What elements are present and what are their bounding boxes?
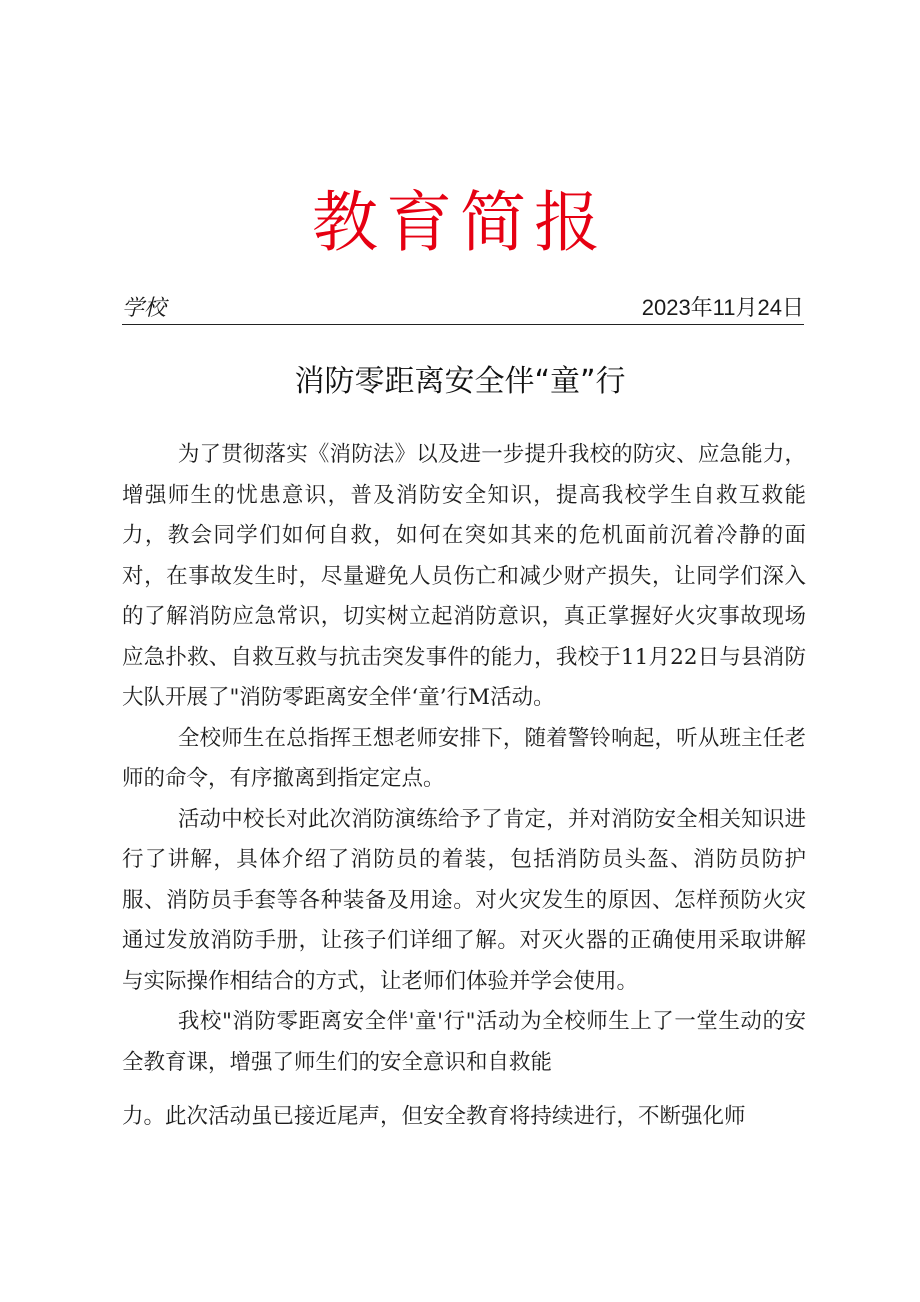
masthead-title: 教育简报 (312, 184, 608, 261)
paragraph-1: 为了贯彻落实《消防法》以及进一步提升我校的防灾、应急能力，增强师生的忧患意识，普及消防安全知识，提高我校学生自救互救能力，教会同学们如何自救，如何在突如其来的危机面前沉着冷静的面对，在事故发生时，尽量避免人员伤亡和减少财产损失，让同学们深入的了解消防应急常识，切实树立起消防意识，真正掌握好火灾事故现场应急扑救、自救互救与抗击突发事件的能力，我校于11月22日与县消防大队开展了"消防零距离安全伴‘童’行M活动。 (122, 442, 806, 710)
article-body (122, 435, 806, 1138)
paragraph-continuation: 力。此次活动虽已接近尾声，但安全教育将持续进行，不断强化师 (122, 1104, 746, 1129)
school-label: 学校 (122, 296, 167, 321)
paragraph-3: 活动中校长对此次消防演练给予了肯定，并对消防安全相关知识进行了讲解，具体介绍了消防员的着装，包括消防员头盔、消防员防护服、消防员手套等各种装备及用途。对火灾发生的原因、怎样预防火灾通过发放消防手册，让孩子们详细了解。对灭火器的正确使用采取讲解与实际操作相结合的方式，让老师们体验并学会使用。 (122, 806, 806, 994)
paragraph-4: 我校"消防零距离安全伴'童'行"活动为全校师生上了一堂生动的安全教育课，增强了师生们的安全意识和自救能 (122, 1009, 806, 1075)
article-title: 消防零距离安全伴“童”行 (294, 364, 626, 399)
issue-date: 2023年11月24日 (641, 295, 804, 320)
meta-line (122, 292, 804, 325)
paragraph-2: 全校师生在总指挥王想老师安排下，随着警铃响起，听从班主任老师的命令，有序撤离到指定定点。 (122, 725, 806, 791)
